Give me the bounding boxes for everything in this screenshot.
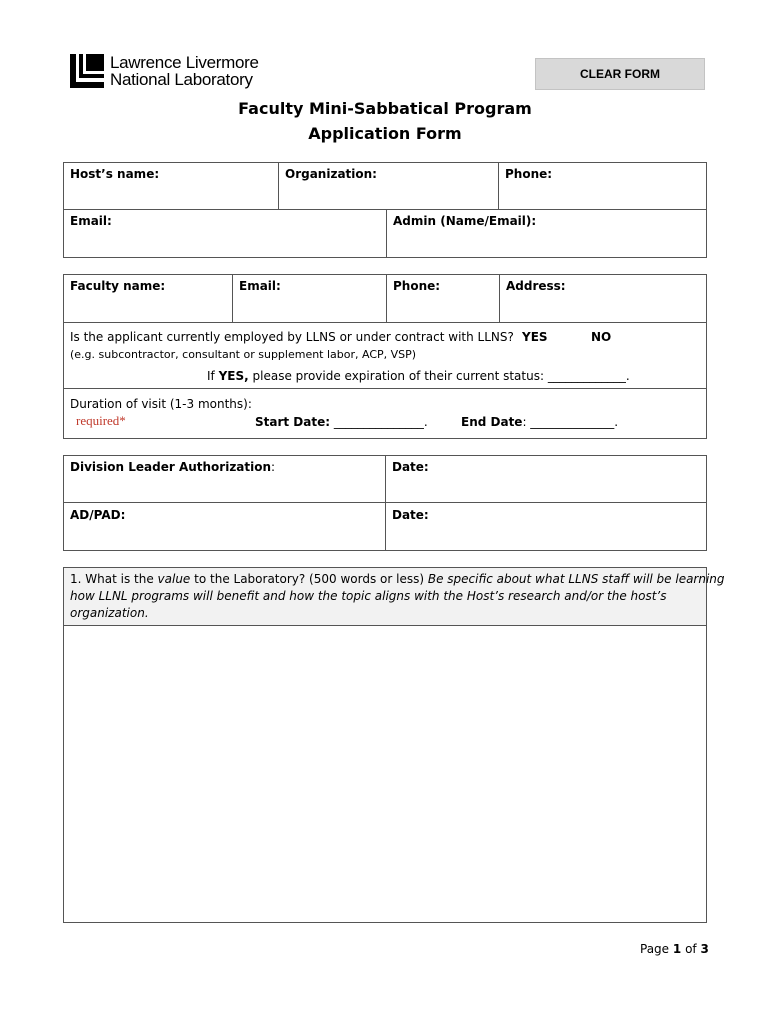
- question-1-value-word: value: [157, 572, 191, 586]
- yes-option[interactable]: YES: [522, 330, 548, 344]
- question-1-text: [70, 571, 725, 622]
- employment-note: (e.g. subcontractor, consultant or supplement labor, ACP, VSP): [70, 348, 417, 361]
- division-date-label: Date:: [392, 460, 429, 474]
- question-1-section: [63, 567, 725, 923]
- page-of: of: [685, 942, 697, 956]
- employment-question: Is the applicant currently employed by LLNS or under contract with LLNS?: [70, 330, 514, 344]
- faculty-phone-label: Phone:: [393, 279, 441, 293]
- ad-pad-field[interactable]: [64, 503, 386, 550]
- host-section: [63, 162, 707, 258]
- form-subtitle: Application Form: [308, 124, 462, 143]
- page-current: 1: [672, 942, 682, 956]
- question-1-instruction-1: Be specific about what LLNS staff will be learning: [427, 572, 725, 586]
- ad-pad-date-label: Date:: [392, 508, 429, 522]
- faculty-address-field[interactable]: [500, 275, 706, 323]
- authorization-section: [63, 455, 707, 551]
- host-name-field[interactable]: [64, 163, 279, 210]
- logo-line-2: National Laboratory: [110, 70, 253, 89]
- end-date-blank: : ______________.: [522, 415, 619, 429]
- question-1-answer-area[interactable]: [64, 626, 706, 922]
- duration-row: [64, 389, 706, 438]
- ad-pad-label: AD/PAD:: [70, 508, 126, 522]
- form-title: Faculty Mini-Sabbatical Program: [238, 99, 532, 118]
- faculty-name-label: Faculty name:: [70, 279, 166, 293]
- question-1-prefix: 1. What is the: [70, 572, 154, 586]
- admin-field[interactable]: [387, 210, 706, 257]
- required-indicator: required*: [76, 413, 126, 428]
- llnl-logo-icon: [70, 54, 104, 88]
- question-1-header: [64, 568, 725, 626]
- logo-text: [110, 54, 259, 88]
- organization-label: Organization:: [285, 167, 377, 181]
- clear-form-button[interactable]: CLEAR FORM: [535, 58, 705, 90]
- host-phone-label: Phone:: [505, 167, 553, 181]
- if-text: If: [207, 369, 215, 383]
- no-option[interactable]: NO: [591, 330, 612, 344]
- expiration-text: please provide expiration of their current status: _____________.: [252, 369, 630, 383]
- division-leader-field[interactable]: [64, 456, 386, 503]
- page-total: 3: [700, 942, 709, 956]
- llnl-logo: [70, 54, 310, 96]
- question-1-instruction-2: how LLNL programs will benefit and how the topic aligns with the Host’s research and/or the host’s: [70, 589, 667, 603]
- logo-line-1: Lawrence Livermore: [110, 53, 259, 72]
- if-yes-text: YES,: [218, 369, 249, 383]
- faculty-address-label: Address:: [506, 279, 566, 293]
- host-email-field[interactable]: [64, 210, 387, 257]
- end-date-field[interactable]: [461, 415, 618, 429]
- question-1-instruction-3: organization.: [70, 606, 149, 620]
- faculty-section: [63, 274, 707, 439]
- ad-pad-date-field[interactable]: [386, 503, 706, 550]
- end-date-label: End Date: [461, 415, 523, 429]
- start-date-field[interactable]: [255, 415, 428, 429]
- admin-label: Admin (Name/Email):: [393, 214, 537, 228]
- host-email-label: Email:: [70, 214, 112, 228]
- employment-row: [64, 323, 706, 389]
- host-phone-field[interactable]: [499, 163, 706, 210]
- faculty-email-label: Email:: [239, 279, 281, 293]
- expiration-line[interactable]: [207, 369, 630, 383]
- page-number: [640, 942, 709, 956]
- start-date-blank: _______________.: [333, 415, 428, 429]
- page-word: Page: [640, 942, 670, 956]
- division-date-field[interactable]: [386, 456, 706, 503]
- start-date-label: Start Date:: [255, 415, 331, 429]
- division-leader-text: Division Leader Authorization: [70, 460, 272, 474]
- host-name-label: Host’s name:: [70, 167, 160, 181]
- division-leader-label: [70, 460, 275, 474]
- division-leader-colon: :: [271, 460, 276, 474]
- question-1-middle: to the Laboratory? (500 words or less): [194, 572, 425, 586]
- faculty-email-field[interactable]: [233, 275, 387, 323]
- organization-field[interactable]: [279, 163, 499, 210]
- faculty-name-field[interactable]: [64, 275, 233, 323]
- faculty-phone-field[interactable]: [387, 275, 500, 323]
- duration-label: Duration of visit (1-3 months):: [70, 397, 252, 411]
